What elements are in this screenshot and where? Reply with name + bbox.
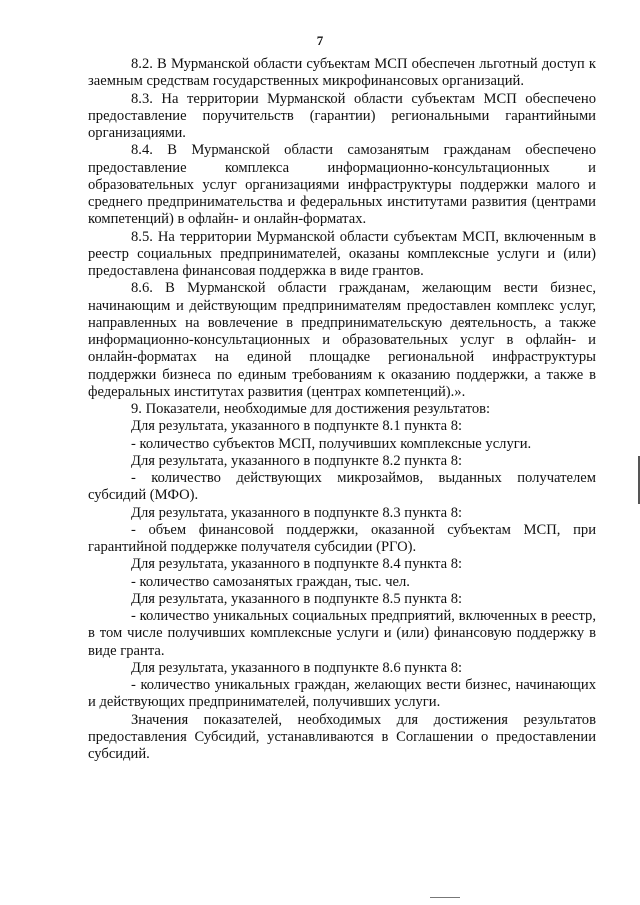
result-8-4-heading: Для результата, указанного в подпункте 8.4 пункта 8: xyxy=(131,556,463,573)
result-8-1-heading: Для результата, указанного в подпункте 8.1 пункта 8: xyxy=(131,418,463,435)
paragraph-8-4: 8.4. В Мурманской области самозанятым гражданам обеспечено предоставление комплекса информационно-консультационных и образовательных услуг организациями инфраструктуры поддержки малого и среднего предпринимательства и федеральных институтами развития (центрами компетенций) в офлайн- и онлайн-форматах. xyxy=(88,142,596,228)
paragraph-8-2: 8.2. В Мурманской области субъектам МСП обеспечен льготный доступ к заемным средствам государственных микрофинансовых организаций. xyxy=(88,56,596,90)
page-number: 7 xyxy=(316,33,324,48)
indicator-8-1: - количество субъектов МСП, получивших комплексные услуги. xyxy=(131,435,532,452)
closing-paragraph: Значения показателей, необходимых для достижения результатов предоставления Субсидий, устанавливаются в Соглашении о предоставлении субсидий. xyxy=(88,711,596,762)
result-8-3-heading: Для результата, указанного в подпункте 8.3 пункта 8: xyxy=(131,504,463,521)
paragraph-8-6: 8.6. В Мурманской области гражданам, желающим вести бизнес, начинающим и действующим предпринимателям предоставлен комплекс услуг, направленных на вовлечение в предпринимательскую деятельность, а также информационно-консультационных и образовательных услуг в офлайн- и онлайн-форматах на единой площадке региональной инфраструктуры поддержки бизнеса по единым требованиям к оказанию поддержки, а также в федеральных институтах развития (центрах компетенций).». xyxy=(88,280,596,400)
indicator-8-6: - количество уникальных граждан, желающих вести бизнес, начинающих и действующих предпринимателей, получивших услуги. xyxy=(88,677,596,711)
body-text xyxy=(88,56,596,763)
paragraph-8-5: 8.5. На территории Мурманской области субъектам МСП, включенным в реестр социальных предпринимателей, оказаны комплексные услуги и (или) предоставлена финансовая поддержка в виде грантов. xyxy=(88,228,596,279)
result-8-6-heading: Для результата, указанного в подпункте 8.6 пункта 8: xyxy=(131,659,463,676)
indicator-8-2: - количество действующих микрозаймов, выданных получателем субсидий (МФО). xyxy=(88,470,596,504)
result-8-5-heading: Для результата, указанного в подпункте 8.5 пункта 8: xyxy=(131,590,463,607)
result-8-2-heading: Для результата, указанного в подпункте 8.2 пункта 8: xyxy=(131,452,463,469)
indicator-8-4: - количество самозанятых граждан, тыс. чел. xyxy=(131,573,410,590)
paragraph-9-heading: 9. Показатели, необходимые для достижения результатов: xyxy=(131,401,491,417)
paragraph-8-3: 8.3. На территории Мурманской области субъектам МСП обеспечено предоставление поручительств (гарантии) региональными гарантийными организациями. xyxy=(88,90,596,141)
indicator-8-3: - объем финансовой поддержки, оказанной субъектам МСП, при гарантийной поддержке получателя субсидии (РГО). xyxy=(88,521,596,555)
scan-bottom-mark xyxy=(430,897,460,898)
indicator-8-5: - количество уникальных социальных предприятий, включенных в реестр, в том числе получивших комплексные услуги и (или) финансовую поддержку в виде гранта. xyxy=(88,608,596,659)
